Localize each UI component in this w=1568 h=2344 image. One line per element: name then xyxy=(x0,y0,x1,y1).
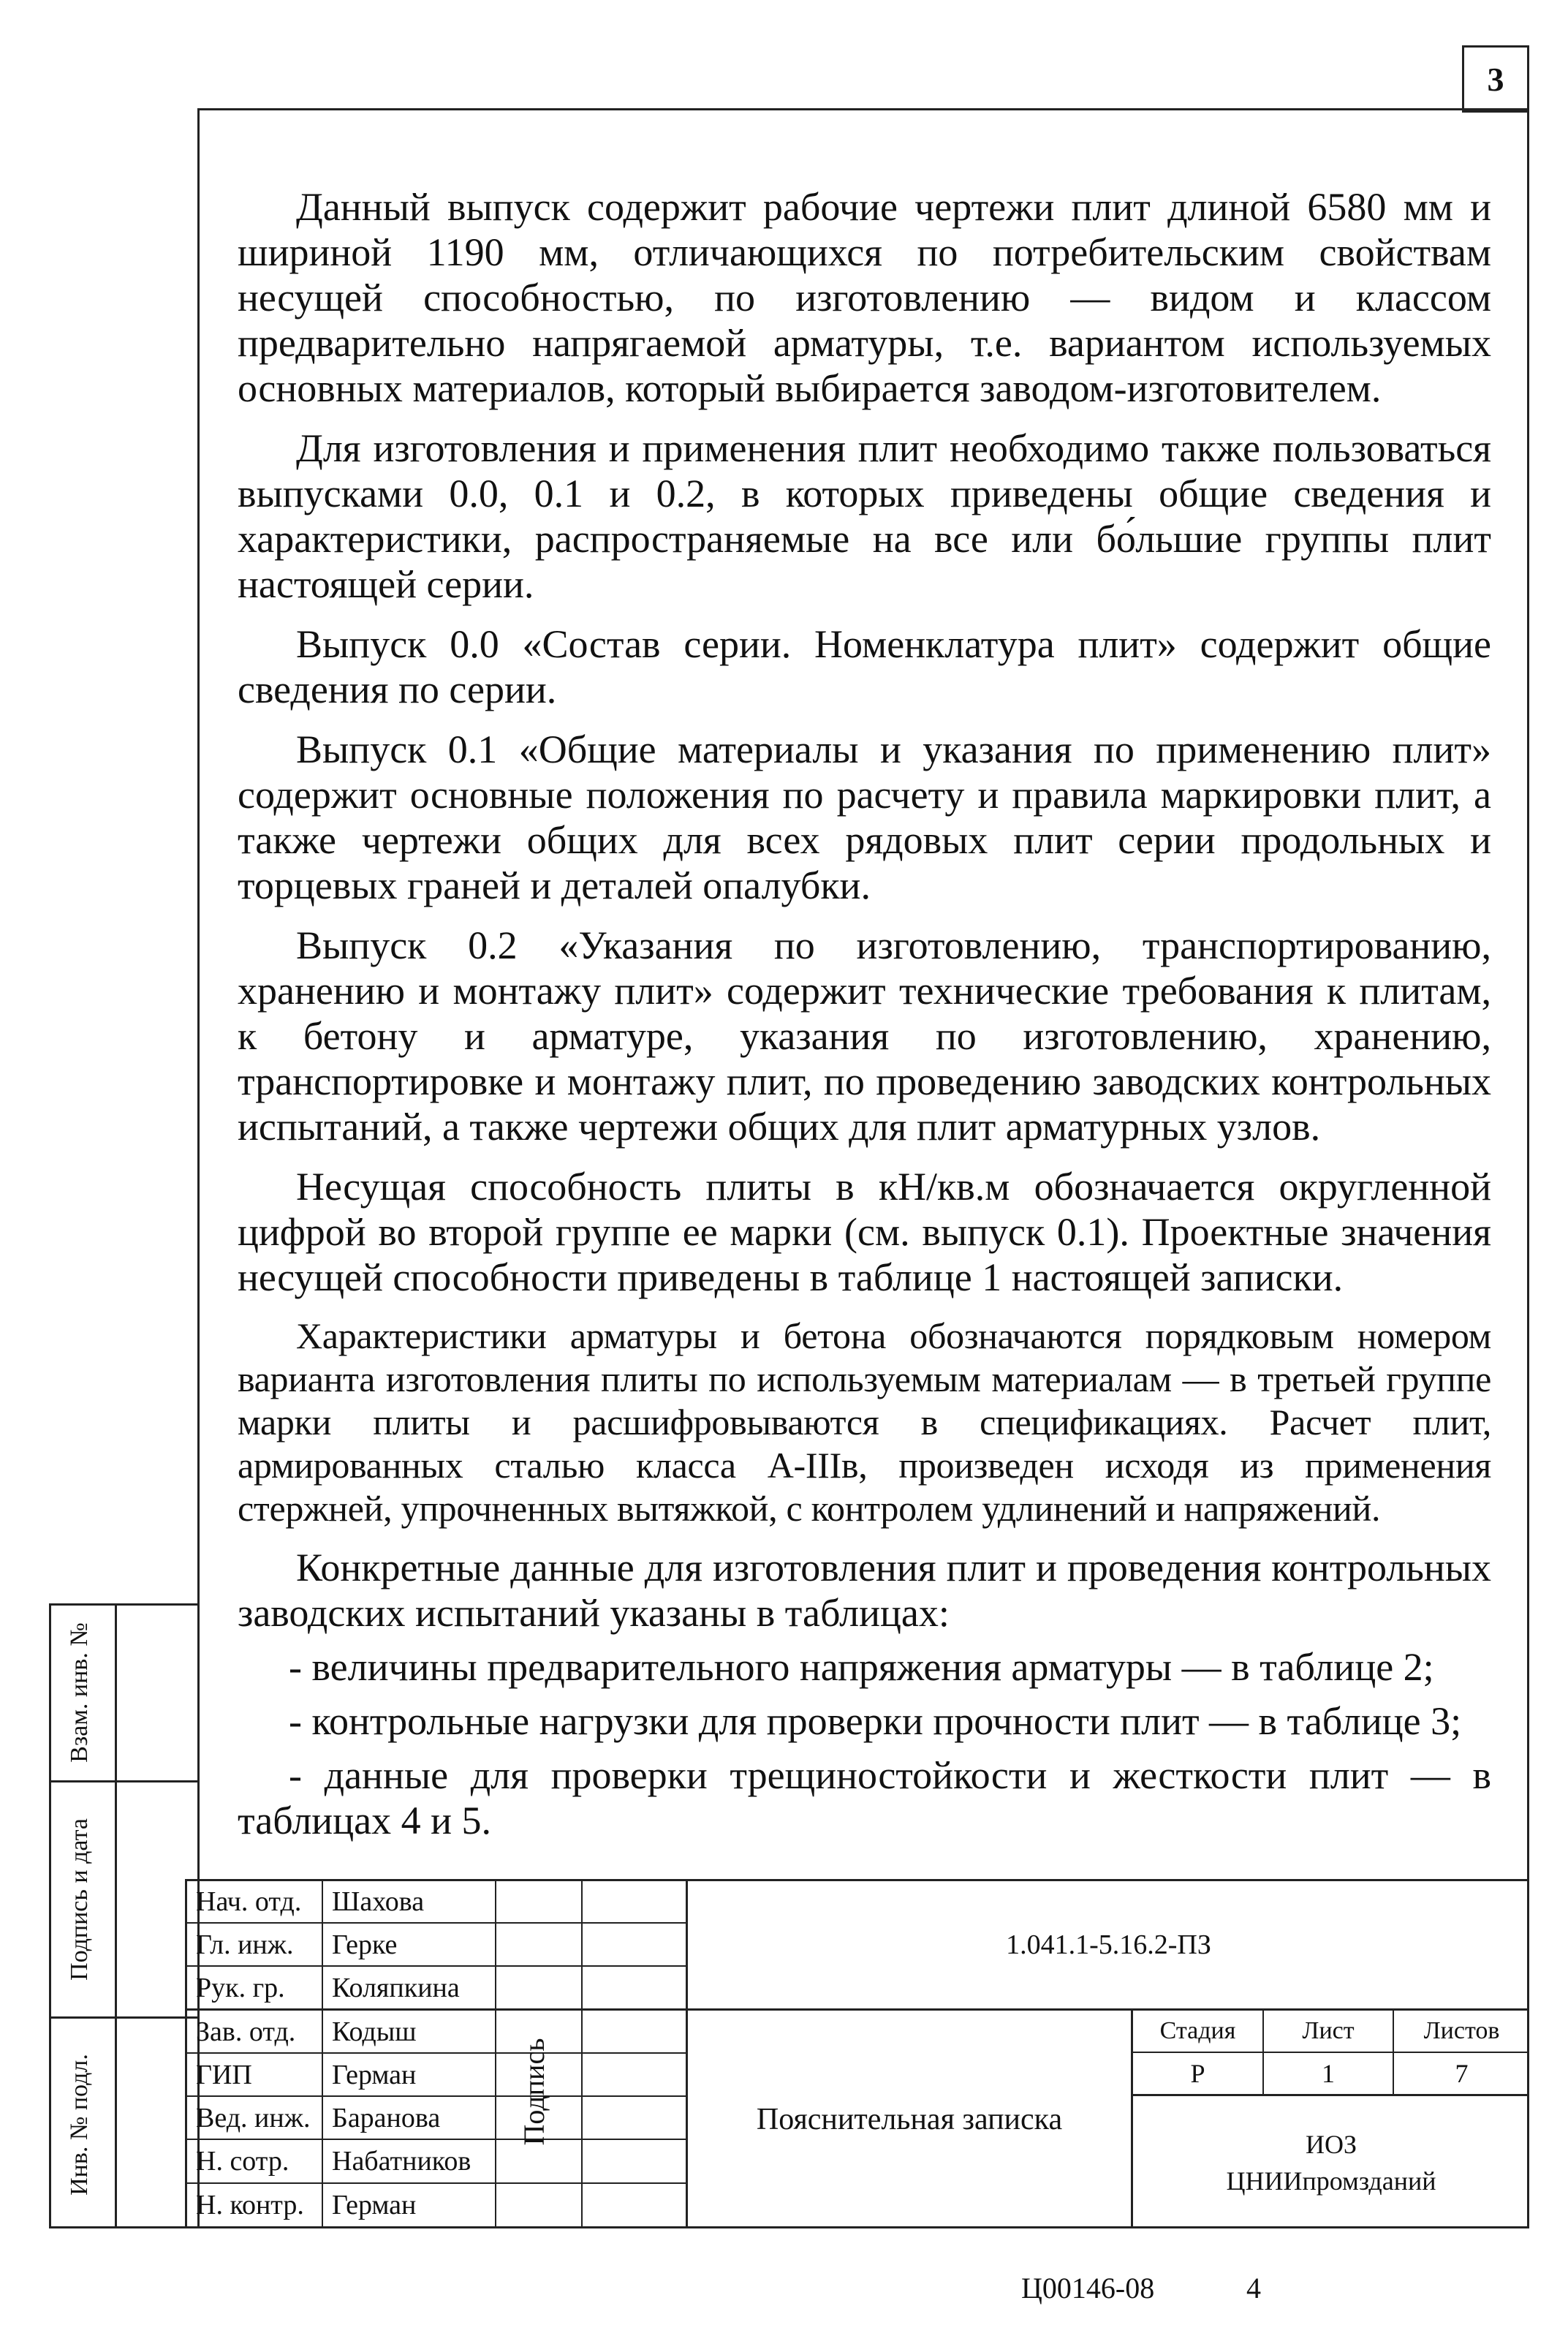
name-cell: Баранова xyxy=(332,2102,441,2133)
name-cell: Герман xyxy=(332,2059,417,2090)
list-item: - величины предварительного напряжения арматуры — в таблице 2; xyxy=(289,1645,1434,1689)
role-cell: Вед. инж. xyxy=(196,2102,311,2133)
stamp-podpis-data: Подпись и дата xyxy=(66,1818,93,1981)
role-cell: Н. сотр. xyxy=(196,2146,289,2177)
body-text xyxy=(238,184,1491,1852)
paragraph-2: Для изготовления и применения плит необходимо также пользоваться выпусками 0.0, 0.1 и 0.2, в которых приведены общие сведения и характеристики, распространяемые на все или бо́льшие группы плит настоящей серии. xyxy=(238,426,1491,606)
signature-label: Подпись xyxy=(518,2038,550,2146)
name-cell: Коляпкина xyxy=(332,1972,460,2003)
role-cell: Зав. отд. xyxy=(196,2016,296,2047)
paragraph-7: Характеристики арматуры и бетона обозначаются порядковым номером варианта изготовления плиты по используемым материалам — в третьей группе марки плиты и расшифровываются в спецификациях. Расчет плит, армированных сталью класса А-IIIв, произведен исходя из применения стержней, упрочненных вытяжкой, с контролем удлинений и напряжений. xyxy=(238,1315,1491,1529)
paragraph-1: Данный выпуск содержит рабочие чертежи плит длиной 6580 мм и шириной 1190 мм, отличающихся по потребительским свойствам несущей способностью, по изготовлению — видом и классом предварительно напрягаемой арматуры, т.е. вариантом используемых основных материалов, который выбирается заводом-изготовителем. xyxy=(238,185,1491,410)
role-cell: Рук. гр. xyxy=(196,1972,285,2003)
stamp-vzam: Взам. инв. № xyxy=(66,1622,93,1763)
role-cell: Гл. инж. xyxy=(196,1929,294,1960)
name-cell: Герман xyxy=(332,2190,417,2220)
paragraph-5: Выпуск 0.2 «Указания по изготовлению, транспортированию, хранению и монтажу плит» содержит технические требования к плитам, к бетону и арматуре, указания по изготовлению, хранению, транспортировке и монтажу плит, по проведению заводских контрольных испытаний, а также чертежи общих для плит арматурных узлов. xyxy=(238,923,1491,1149)
name-cell: Герке xyxy=(332,1929,398,1960)
role-cell: Нач. отд. xyxy=(196,1886,302,1917)
side-stamp-divider xyxy=(115,1603,117,2228)
role-cell: ГИП xyxy=(196,2059,252,2090)
sheets-label: Листов xyxy=(1423,2017,1500,2044)
paragraph-8: Конкретные данные для изготовления плит и проведения контрольных заводских испытаний указаны в таблицах: xyxy=(238,1546,1491,1635)
name-cell: Кодыш xyxy=(332,2016,417,2047)
document-code: 1.041.1-5.16.2-ПЗ xyxy=(1006,1929,1211,1960)
footer-code: Ц00146-08 xyxy=(1021,2272,1155,2305)
list-item: - данные для проверки трещиностойкости и жесткости плит — в таблицах 4 и 5. xyxy=(238,1753,1491,1842)
paragraph-6: Несущая способность плиты в кН/кв.м обозначается округленной цифрой во второй группе ее марки (см. выпуск 0.1). Проектные значения несущей способности приведены в таблице 1 настоящей записки. xyxy=(238,1165,1491,1299)
org-line-1: ИОЗ xyxy=(1305,2129,1357,2159)
stage-label: Стадия xyxy=(1159,2017,1236,2044)
organization xyxy=(1133,2096,1529,2228)
list-item: - контрольные нагрузки для проверки прочности плит — в таблице 3; xyxy=(289,1699,1462,1743)
document-title: Пояснительная записка xyxy=(756,2103,1063,2136)
paragraph-3: Выпуск 0.0 «Состав серии. Номенклатура плит» содержит общие сведения по серии. xyxy=(238,622,1491,711)
tb-col-line xyxy=(495,1879,496,2228)
stage-value: Р xyxy=(1190,2059,1205,2088)
name-cell: Шахова xyxy=(332,1886,425,1917)
tb-col-line xyxy=(581,1879,583,2228)
page-number-box xyxy=(1462,45,1529,113)
sheets-value: 7 xyxy=(1455,2059,1469,2088)
org-line-2: ЦНИИпромзданий xyxy=(1226,2166,1436,2196)
footer-page: 4 xyxy=(1246,2272,1261,2305)
paragraph-4: Выпуск 0.1 «Общие материалы и указания по применению плит» содержит основные положения по расчету и правила маркировки плит, а также чертежи общих для всех рядовых плит серии продольных и торцевых граней и деталей опалубки. xyxy=(238,727,1491,907)
name-cell: Набатников xyxy=(332,2146,471,2177)
side-stamp-sep1 xyxy=(49,1780,200,1782)
sheet-value: 1 xyxy=(1322,2059,1335,2088)
stamp-inv-podl: Инв. № подл. xyxy=(66,2054,93,2196)
page-number: 3 xyxy=(1487,60,1504,98)
side-stamp-sep2 xyxy=(49,2016,200,2019)
role-cell: Н. контр. xyxy=(196,2190,304,2220)
sheet-label: Лист xyxy=(1302,2017,1355,2044)
